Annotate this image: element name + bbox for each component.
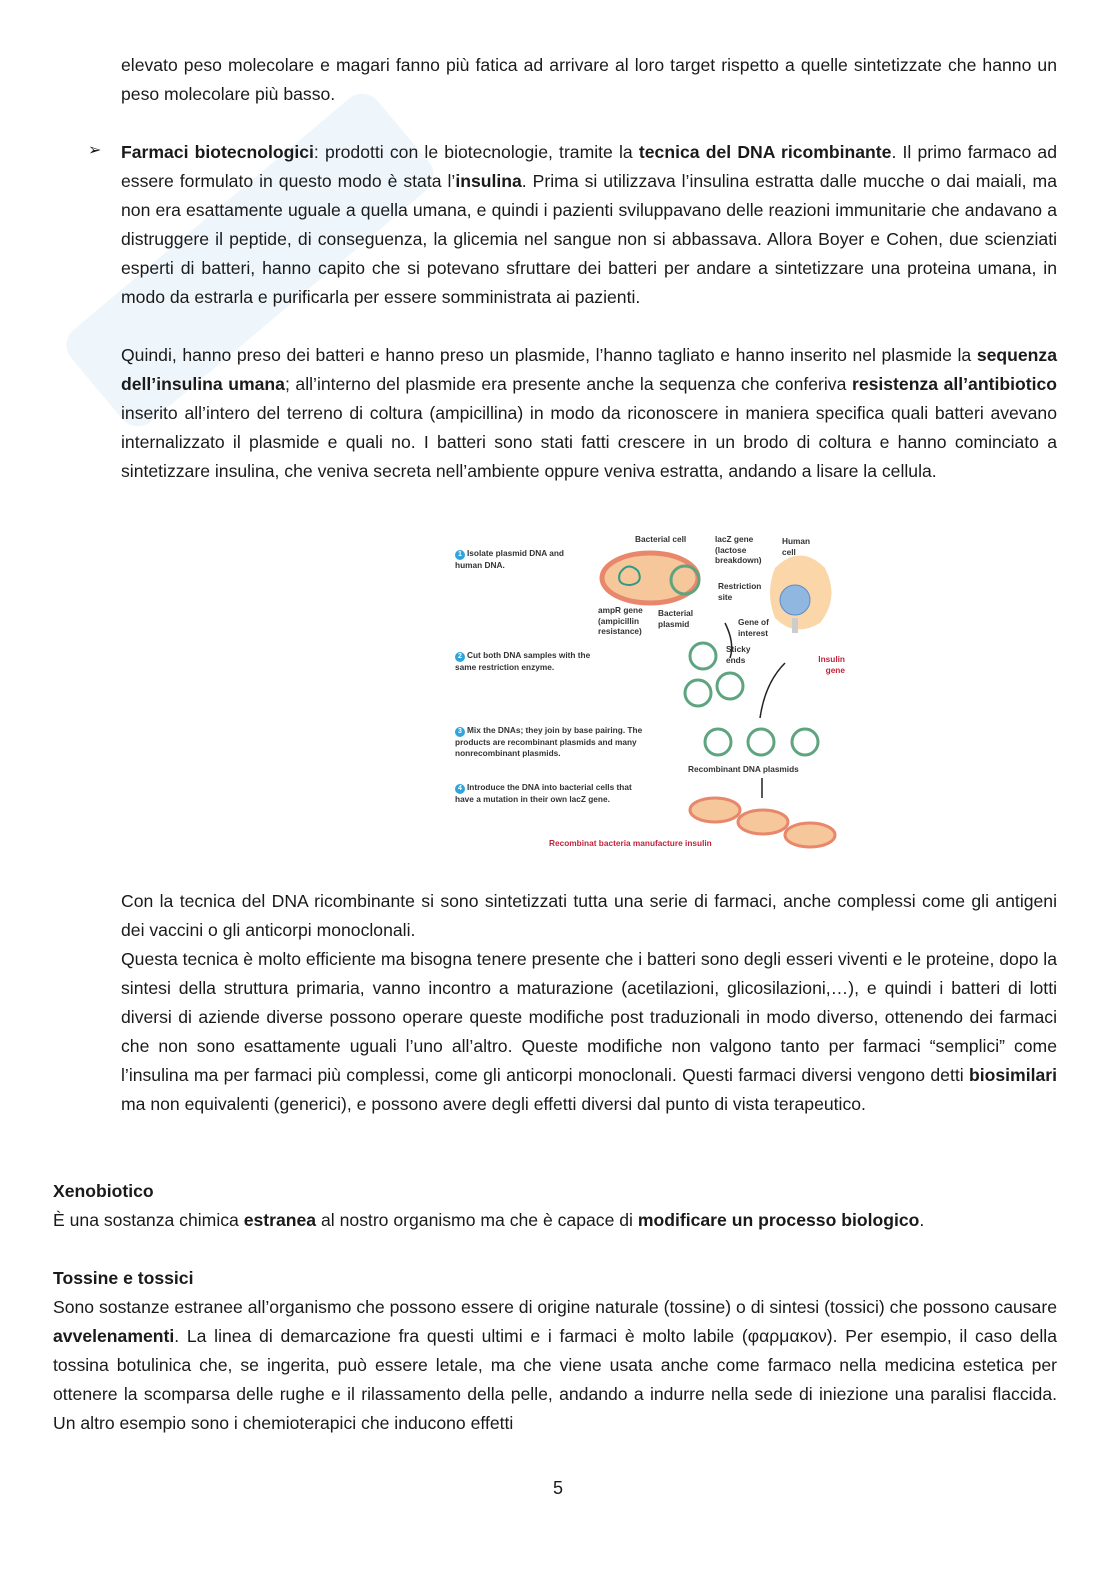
paragraph-biosimilars: Questa tecnica è molto efficiente ma bisogna tenere presente che i batteri sono degli esseri viventi e le proteine, dopo la sintesi della struttura primaria, vanno incontro a maturazione (acetilazioni, glicosilazioni,…), e quindi i batteri di lotti diversi di aziende diverse possono operare queste modifiche post traduzionali in modo diverso, ottenendo dei farmaci che non sono esattamente uguali l’uno all’altro. Queste modifiche non valgono tanto per farmaci “semplici” come l’insulina ma per farmaci più complessi, come gli anticorpi monoclonali. Questi farmaci diversi vengono detti biosimilari ma non equivalenti (generici), e possono avere degli effetti diversi dal punto di vista terapeutico. bbox=[121, 949, 1057, 1114]
label-amp-gene: ampR gene (ampicillin resistance) bbox=[598, 605, 643, 636]
step-3-text: 3 Mix the DNAs; they join by base pairing. The products are recombinant plasmids and many nonrecombinant plasmids. bbox=[455, 725, 643, 758]
paragraph-plasmid: Quindi, hanno preso dei batteri e hanno preso un plasmide, l’hanno tagliato e hanno inserito nel plasmide la sequenza dell’insulina umana; all’interno del plasmide era presente anche la sequenza che conferiva resistenza all’antibiotico inserito all’intero del terreno di coltura (ampicillina) in modo da riconoscere in maniera specifica quali batteri avevano internalizzato il plasmide e quali no. I batteri sono stati fatti crescere in un brodo di coltura e hanno cominciato a sintetizzare insulina, che veniva secreta nell’ambiente oppure veniva estratta, andando a lisare la cellula. bbox=[121, 345, 1057, 481]
label-gene-of-interest: Gene of interest bbox=[738, 617, 769, 638]
label-lacz-gene: lacZ gene (lactose breakdown) bbox=[715, 534, 762, 565]
paragraph-tossine: Sono sostanze estranee all’organismo che possono essere di origine naturale (tossine) o di sintesi (tossici) che possono causare avvelenamenti. La linea di demarcazione fra questi ultimi e i farmaci è molto labile (φαρμακον). Per esempio, il caso della tossina botulinica che, se ingerita, può essere letale, ma che viene usata anche come farmaco nella medicina estetica per ottenere la scomparsa delle rughe e il rilassamento della pelle, andando a indurre nella sede di iniezione una paralisi flaccida. Un altro esempio sono i chemioterapici che inducono effetti bbox=[53, 1297, 1057, 1433]
label-restriction-site: Restriction site bbox=[718, 581, 762, 602]
label-bacterial-cell: Bacterial cell bbox=[635, 534, 687, 544]
label-recombinant-plasmids: Recombinant DNA plasmids bbox=[688, 764, 799, 774]
step-1-text: 1 Isolate plasmid DNA and human DNA. bbox=[455, 548, 564, 570]
step-4-text: 4 Introduce the DNA into bacterial cells that have a mutation in their own lacZ gene. bbox=[455, 782, 632, 804]
step-2-text: 2 Cut both DNA samples with the same restriction enzyme. bbox=[455, 650, 591, 672]
page-number: 5 bbox=[552, 1478, 563, 1498]
figure-caption: Recombinat bacteria manufacture insulin bbox=[549, 838, 712, 848]
arrow-bullet-icon: ➢ bbox=[88, 142, 102, 159]
label-sticky-ends: Sticky ends bbox=[726, 644, 751, 665]
heading-tossine: Tossine e tossici bbox=[53, 1268, 194, 1288]
figure-illustration bbox=[445, 528, 855, 858]
paragraph-xenobiotico: È una sostanza chimica estranea al nostro organismo ma che è capace di modificare un processo biologico. bbox=[53, 1210, 925, 1230]
label-bacterial-plasmid: Bacterial plasmid bbox=[658, 608, 694, 629]
paragraph-intro: elevato peso molecolare e magari fanno più fatica ad arrivare al loro target rispetto a quelle sintetizzate che hanno un peso molecolare più basso. bbox=[121, 55, 1057, 104]
heading-xenobiotico: Xenobiotico bbox=[53, 1181, 154, 1201]
label-human-cell: Human cell bbox=[782, 536, 811, 557]
paragraph-biotech: Farmaci biotecnologici: prodotti con le biotecnologie, tramite la tecnica del DNA ricombinante. Il primo farmaco ad essere formulato in questo modo è stata l’insulina. Prima si utilizzava l’insulina estratta dalle mucche o dai maiali, ma non era esattamente uguale a quella umana, e quindi i pazienti sviluppavano delle reazioni immunitarie che andavano a distruggere il peptide, di conseguenza, la glicemia nel sangue non si abbassava. Allora Boyer e Cohen, due scienziati esperti di batteri, hanno capito che si potevano sfruttare dei batteri per andare a sintetizzare una proteina umana, in modo da estrarla e purificarla per essere somministrata ai pazienti. bbox=[121, 142, 1057, 307]
paragraph-recombinant-drugs: Con la tecnica del DNA ricombinante si sono sintetizzati tutta una serie di farmaci, anche complessi come gli antigeni dei vaccini o gli anticorpi monoclonali. bbox=[121, 891, 1057, 940]
label-insulin-gene: Insulin gene bbox=[818, 654, 845, 675]
recombinant-dna-figure bbox=[445, 528, 855, 858]
